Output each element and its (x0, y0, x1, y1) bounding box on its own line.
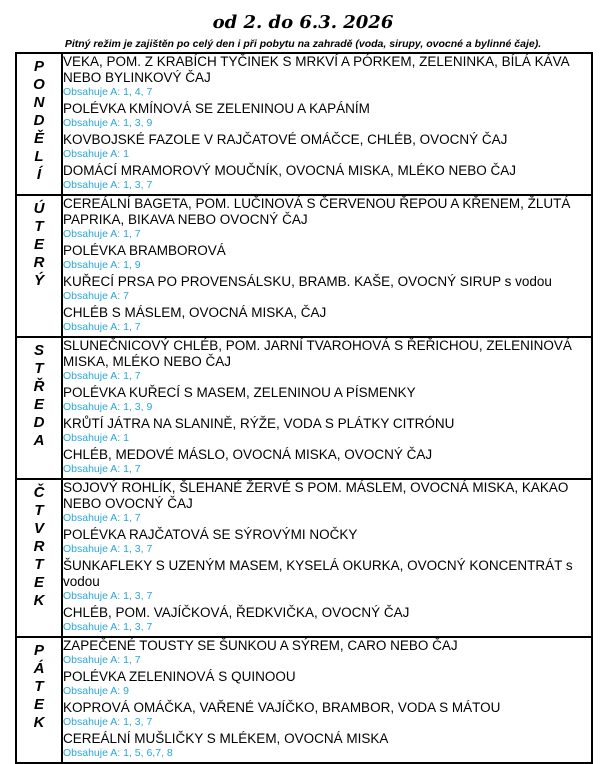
allergen-info: Obsahuje A: 9 (63, 685, 129, 697)
dish-text: DOMÁCÍ MRAMOROVÝ MOUČNÍK, OVOCNÁ MISKA, MLÉKO NEBO ČAJ (63, 163, 517, 178)
day-letter: S (33, 342, 44, 359)
allergen-info: Obsahuje A: 1, 5, 6,7, 8 (63, 747, 173, 759)
allergen-info: Obsahuje A: 1, 7 (63, 321, 141, 333)
day-letter: Ě (33, 130, 44, 147)
dish-text: POLÉVKA KMÍNOVÁ SE ZELENINOU A KAPÁNÍM (63, 101, 370, 116)
allergen-info: Obsahuje A: 1, 3, 7 (63, 179, 153, 191)
day-name-vertical (17, 638, 61, 732)
day-letter: E (33, 236, 44, 253)
dish-text: KUŘECÍ PRSA PO PROVENSÁLSKU, BRAMB. KAŠE, OVOCNÝ SIRUP s vodou (63, 274, 552, 289)
meals-cell (62, 53, 592, 195)
day-letter: T (34, 218, 44, 235)
day-name-cell (16, 195, 62, 337)
day-name-cell (16, 637, 62, 763)
dish-text: CHLÉB S MÁSLEM, OVOCNÁ MISKA, ČAJ (63, 305, 327, 320)
dish-text: CHLÉB, MEDOVÉ MÁSLO, OVOCNÁ MISKA, OVOCNÝ ČAJ (63, 447, 433, 462)
dish-text: SOJOVÝ ROHLÍK, ŠLEHANÉ ŽERVÉ S POM. MÁSLEM, OVOCNÁ MISKA, KAKAO NEBO OVOCNÝ ČAJ (63, 480, 569, 511)
day-letter: P (33, 58, 44, 75)
dish-text: ZAPEČENÉ TOUSTY SE ŠUNKOU A SÝREM, CARO NEBO ČAJ (63, 638, 458, 653)
day-name-vertical (17, 54, 61, 184)
meals-cell (62, 637, 592, 763)
dish-text: KOVBOJSKÉ FAZOLE V RAJČATOVÉ OMÁČCE, CHLÉB, OVOCNÝ ČAJ (63, 132, 508, 147)
day-name-vertical (17, 196, 61, 290)
allergen-info: Obsahuje A: 1, 7 (63, 228, 141, 240)
day-letter: L (34, 148, 44, 165)
allergen-info: Obsahuje A: 1, 9 (63, 259, 141, 271)
day-letter: D (33, 112, 45, 129)
day-letter: A (33, 432, 45, 449)
day-letter: N (33, 94, 45, 111)
day-letter: D (33, 414, 45, 431)
day-letter: K (33, 714, 45, 731)
day-letter: T (34, 502, 44, 519)
day-letter: V (33, 520, 44, 537)
day-row (16, 479, 592, 637)
dish-text: ŠUNKAFLEKY S UZENÝM MASEM, KYSELÁ OKURKA, OVOCNÝ KONCENTRÁT s vodou (63, 558, 573, 589)
dish-text: KRŮTÍ JÁTRA NA SLANINĚ, RÝŽE, VODA S PLÁTKY CITRÓNU (63, 416, 455, 431)
drinking-note: Pitný režim je zajištěn po celý den i při pobytu na zahradě (voda, sirupy, ovocné a bylinné čaje). (64, 38, 542, 50)
day-row (16, 637, 592, 763)
day-name-cell (16, 337, 62, 479)
day-letter: E (33, 696, 44, 713)
allergen-info: Obsahuje A: 1, 3, 7 (63, 621, 153, 633)
dish-text: POLÉVKA KUŘECÍ S MASEM, ZELENINOU A PÍSMENKY (63, 385, 416, 400)
day-name-cell (16, 479, 62, 637)
dish-text: POLÉVKA ZELENINOVÁ S QUINOOU (63, 669, 296, 684)
day-letter: Á (33, 660, 45, 677)
day-letter: P (33, 642, 44, 659)
dish-text: KOPROVÁ OMÁČKA, VAŘENÉ VAJÍČKO, BRAMBOR, VODA S MÁTOU (63, 700, 501, 715)
day-name-vertical (17, 480, 61, 610)
day-letter: T (34, 556, 44, 573)
allergen-info: Obsahuje A: 1, 7 (63, 654, 141, 666)
day-letter: O (33, 76, 45, 93)
day-row (16, 195, 592, 337)
day-row (16, 337, 592, 479)
day-row (16, 53, 592, 195)
allergen-info: Obsahuje A: 7 (63, 290, 129, 302)
allergen-info: Obsahuje A: 1, 3, 7 (63, 590, 153, 602)
weekly-menu-table (15, 52, 593, 764)
allergen-info: Obsahuje A: 1, 3, 9 (63, 401, 153, 413)
day-letter: E (33, 396, 44, 413)
dish-text: CEREÁLNÍ MUŠLIČKY S MLÉKEM, OVOCNÁ MISKA (63, 731, 389, 746)
allergen-info: Obsahuje A: 1, 7 (63, 370, 141, 382)
day-letter: Ú (33, 200, 45, 217)
meals-cell (62, 337, 592, 479)
meals-cell (62, 195, 592, 337)
menu-title: od 2. do 6.3. 2026 (212, 12, 394, 33)
allergen-info: Obsahuje A: 1, 7 (63, 463, 141, 475)
day-letter: Ř (33, 378, 45, 395)
allergen-info: Obsahuje A: 1, 3, 7 (63, 716, 153, 728)
allergen-info: Obsahuje A: 1, 3, 9 (63, 117, 153, 129)
day-letter: Ý (33, 272, 44, 289)
menu-body (16, 53, 592, 763)
day-letter: T (34, 678, 44, 695)
dish-text: CHLÉB, POM. VAJÍČKOVÁ, ŘEDKVIČKA, OVOCNÝ ČAJ (63, 605, 410, 620)
day-letter: T (34, 360, 44, 377)
day-name-cell (16, 53, 62, 195)
day-letter: R (33, 254, 45, 271)
day-letter: E (33, 574, 44, 591)
allergen-info: Obsahuje A: 1, 4, 7 (63, 86, 153, 98)
day-letter: R (33, 538, 45, 555)
meals-cell (62, 479, 592, 637)
allergen-info: Obsahuje A: 1 (63, 148, 129, 160)
dish-text: VEKA, POM. Z KRABÍCH TYČINEK S MRKVÍ A PÓRKEM, ZELENINKA, BÍLÁ KÁVA NEBO BYLINKOVÝ ČAJ (63, 54, 569, 85)
day-name-vertical (17, 338, 61, 450)
dish-text: CEREÁLNÍ BAGETA, POM. LUČINOVÁ S ČERVENOU ŘEPOU A KŘENEM, ŽLUTÁ PAPRIKA, BIKAVA NEBO OVOCNÝ ČAJ (63, 196, 571, 227)
day-letter: Í (36, 166, 42, 183)
dish-text: POLÉVKA BRAMBOROVÁ (63, 243, 226, 258)
allergen-info: Obsahuje A: 1, 3, 7 (63, 543, 153, 555)
dish-text: POLÉVKA RAJČATOVÁ SE SÝROVÝMI NOČKY (63, 527, 358, 542)
allergen-info: Obsahuje A: 1, 7 (63, 512, 141, 524)
day-letter: Č (33, 484, 45, 501)
day-letter: K (33, 592, 45, 609)
dish-text: SLUNEČNICOVÝ CHLÉB, POM. JARNÍ TVAROHOVÁ S ŘEŘICHOU, ZELENINOVÁ MISKA, MLÉKO NEBO ČAJ (63, 338, 572, 369)
allergen-info: Obsahuje A: 1 (63, 432, 129, 444)
